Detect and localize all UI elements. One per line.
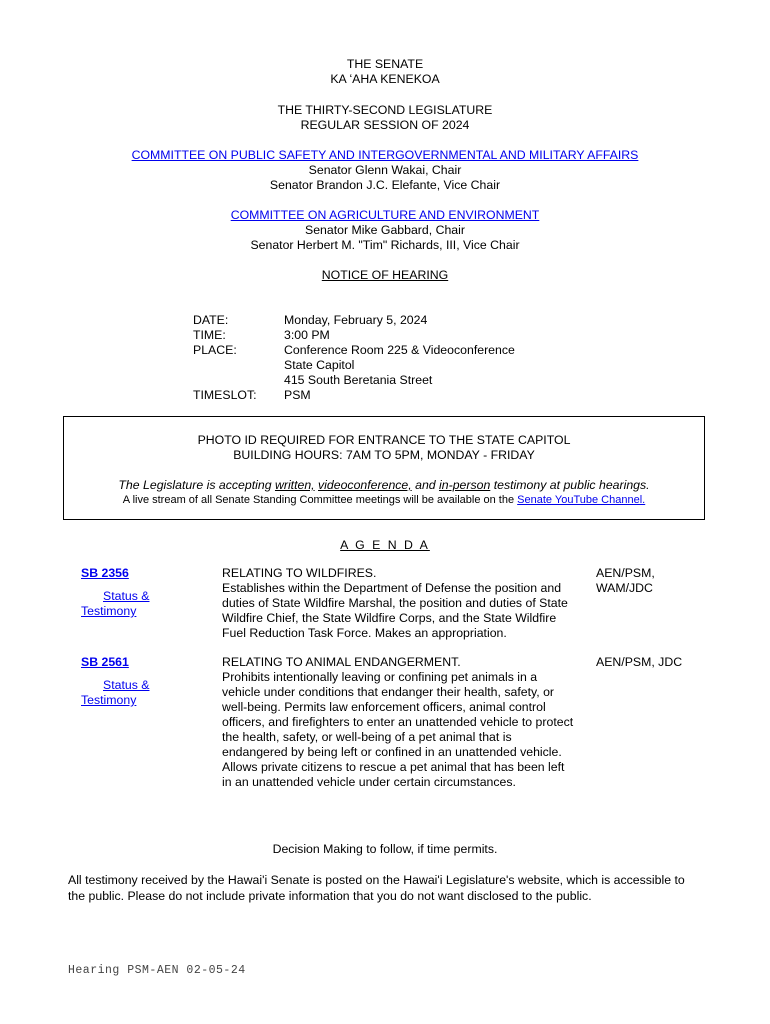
- testimony-disclosure: [68, 872, 718, 904]
- committee-referral: WAM/JDC: [596, 581, 653, 595]
- hearing-document-id: Hearing PSM-AEN 02-05-24: [68, 964, 246, 977]
- written-testimony-link[interactable]: written,: [274, 478, 315, 492]
- videoconference-testimony-link[interactable]: videoconference,: [318, 478, 412, 492]
- bill-desc-line: vehicle under conditions that endanger their health, safety, or: [222, 685, 554, 699]
- photo-id-notice: PHOTO ID REQUIRED FOR ENTRANCE TO THE STATE CAPITOL: [197, 433, 571, 447]
- bill-description: [222, 655, 592, 790]
- bill-desc-line: endangered by being left or confined in an unattended vehicle.: [222, 745, 562, 759]
- committee-psm-vice-chair: Senator Brandon J.C. Elefante, Vice Chair: [269, 178, 501, 192]
- time-label: TIME:: [193, 328, 226, 342]
- committee-referral: AEN/PSM, JDC: [596, 655, 683, 669]
- place-line-1: Conference Room 225 & Videoconference: [284, 343, 515, 357]
- date-value: Monday, February 5, 2024: [284, 313, 428, 327]
- session-title: REGULAR SESSION OF 2024: [300, 118, 470, 132]
- committee-psm-link[interactable]: COMMITTEE ON PUBLIC SAFETY AND INTERGOVERNMENTAL AND MILITARY AFFAIRS: [131, 148, 639, 162]
- bill-desc-line: duties of State Wildfire Marshal, the position and duties of State: [222, 596, 568, 610]
- timeslot-value: PSM: [284, 388, 311, 402]
- place-line-2: State Capitol: [284, 358, 355, 372]
- hearing-details: [193, 313, 515, 403]
- time-row: [193, 328, 515, 343]
- place-row-3: [193, 373, 515, 388]
- status-label: Status &: [103, 589, 150, 603]
- testimony-suffix: testimony at public hearings.: [490, 478, 650, 492]
- timeslot-row: [193, 388, 515, 403]
- agenda-item: [81, 566, 711, 646]
- committee-aen-link[interactable]: COMMITTEE ON AGRICULTURE AND ENVIRONMENT: [230, 208, 540, 222]
- live-stream-notice: [64, 494, 704, 506]
- testimony-prefix: The Legislature is accepting: [118, 478, 275, 492]
- committee-aen: [0, 208, 770, 253]
- time-value: 3:00 PM: [284, 328, 330, 342]
- notice-title-wrap: [0, 268, 770, 283]
- senate-title: THE SENATE: [346, 57, 424, 71]
- testimony-notice: [64, 478, 704, 492]
- date-row: [193, 313, 515, 328]
- place-label: PLACE:: [193, 343, 237, 357]
- in-person-testimony-link[interactable]: in-person: [439, 478, 491, 492]
- bill-committees: [596, 655, 682, 670]
- disclosure-line-1: All testimony received by the Hawai'i Senate is posted on the Hawai'i Legislature's website, which is accessible to: [68, 873, 685, 887]
- place-row-2: [193, 358, 515, 373]
- bill-title: RELATING TO ANIMAL ENDANGERMENT.: [222, 655, 461, 669]
- senate-hawaiian-title: KA ʻAHA KENEKOA: [330, 72, 440, 86]
- bill-desc-line: Fuel Reduction Task Force. Makes an appropriation.: [222, 626, 507, 640]
- bill-desc-line: well-being. Permits law enforcement officers, animal control: [222, 700, 546, 714]
- agenda-item: [81, 655, 711, 795]
- bill-committees: [596, 566, 655, 596]
- testimony-and: and: [411, 478, 440, 492]
- agenda-title-wrap: [0, 538, 770, 552]
- testimony-label: Testimony: [81, 693, 137, 707]
- senate-youtube-link[interactable]: Senate YouTube Channel.: [517, 494, 646, 506]
- committee-aen-chair: Senator Mike Gabbard, Chair: [305, 223, 465, 237]
- timeslot-label: TIMESLOT:: [193, 388, 257, 402]
- status-testimony-link[interactable]: [81, 589, 201, 619]
- bill-desc-line: Establishes within the Department of Defense the position and: [222, 581, 562, 595]
- notice-box: [63, 416, 705, 520]
- committee-aen-vice-chair: Senator Herbert M. "Tim" Richards, III, Vice Chair: [250, 238, 520, 252]
- decision-making-note: Decision Making to follow, if time permits.: [272, 842, 498, 856]
- agenda-title: A G E N D A: [340, 538, 430, 552]
- place-line-3: 415 South Beretania Street: [284, 373, 433, 387]
- bill-desc-line: in an unattended vehicle under certain circumstances.: [222, 775, 516, 789]
- testimony-label: Testimony: [81, 604, 137, 618]
- senate-header: [0, 57, 770, 87]
- legislature-title: THE THIRTY-SECOND LEGISLATURE: [277, 103, 493, 117]
- building-hours-notice: BUILDING HOURS: 7AM TO 5PM, MONDAY - FRIDAY: [233, 448, 535, 462]
- bill-link[interactable]: SB 2356: [81, 566, 129, 580]
- bill-desc-line: Allows private citizens to rescue a pet animal that has been left: [222, 760, 565, 774]
- bill-description: [222, 566, 592, 641]
- status-label: Status &: [103, 678, 150, 692]
- bill-desc-line: Prohibits intentionally leaving or confining pet animals in a: [222, 670, 538, 684]
- legislature-header: [0, 103, 770, 133]
- bill-desc-line: the health, safety, or well-being of a pet animal that is: [222, 730, 512, 744]
- committee-psm: [0, 148, 770, 193]
- bill-title: RELATING TO WILDFIRES.: [222, 566, 377, 580]
- committee-referral: AEN/PSM,: [596, 566, 655, 580]
- committee-psm-chair: Senator Glenn Wakai, Chair: [308, 163, 462, 177]
- disclosure-line-2: the public. Please do not include private information that you do not want disclosed to the public.: [68, 889, 592, 903]
- bill-link[interactable]: SB 2561: [81, 655, 129, 669]
- place-row: [193, 343, 515, 358]
- notice-title: NOTICE OF HEARING: [321, 268, 449, 282]
- date-label: DATE:: [193, 313, 229, 327]
- status-testimony-link[interactable]: [81, 678, 201, 708]
- stream-prefix: A live stream of all Senate Standing Committee meetings will be available on the: [122, 494, 518, 506]
- bill-desc-line: officers, and firefighters to enter an unattended vehicle to protect: [222, 715, 574, 729]
- bill-desc-line: Wildfire Chief, the State Wildfire Corps, and the State Wildfire: [222, 611, 557, 625]
